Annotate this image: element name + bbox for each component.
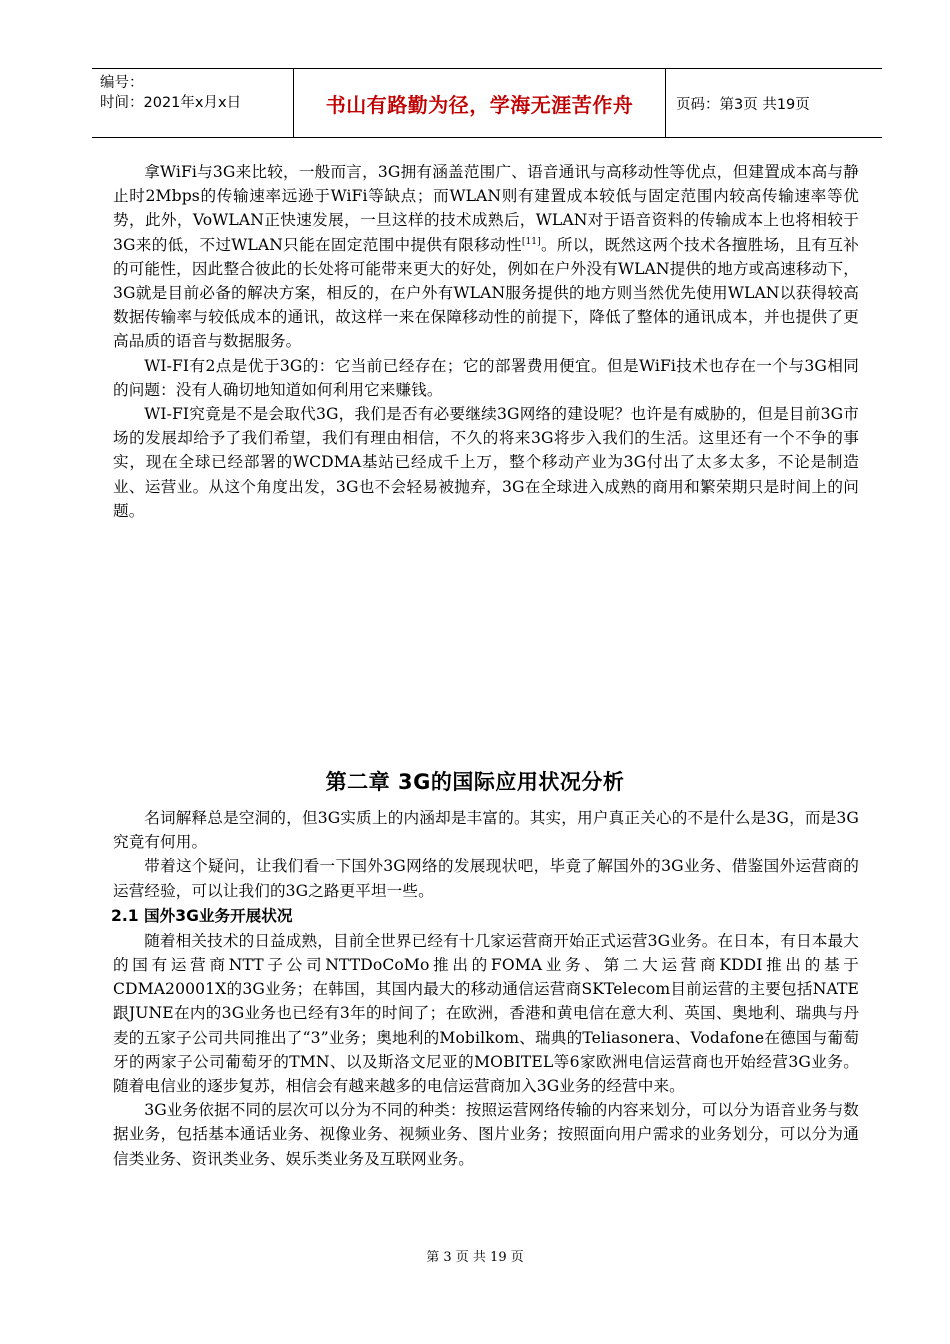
chapter-body <box>113 806 859 1171</box>
document-number-label: 编号： <box>100 75 144 91</box>
paragraph-wifi-vs-3g: 拿WiFi与3G来比较，一般而言，3G拥有涵盖范围广、语音通讯与高移动性等优点，但建置成本高与静止时2Mbps的传输速率远逊于WiFi等缺点；而WLAN则有建置成本较低与固定范围内较高传输速率等优势，此外，VoWLAN正快速发展，一旦这样的技术成熟后，WLAN对于语音资料的传输成本上也将相较于3G来的低，不过WLAN只能在固定范围中提供有限移动性[11]。所以，既然这两个技术各擅胜场，且有互补的可能性，因此整合彼此的长处将可能带来更大的好处，例如在户外没有WLAN提供的地方或高速移动下，3G就是目前必备的解决方案，相反的，在户外有WLAN服务提供的地方则当然优先使用WLAN以获得较高数据传输率与较低成本的通讯，故这样一来在保障移动性的前提下，降低了整体的通讯成本，并也提供了更高品质的语音与数据服务。 <box>113 163 859 351</box>
citation-ref: [11] <box>521 236 541 247</box>
header-info-cell <box>92 69 294 137</box>
paragraph-question: 带着这个疑问，让我们看一下国外3G网络的发展现状吧，毕竟了解国外的3G业务、借鉴国外运营商的运营经验，可以让我们的3G之路更平坦一些。 <box>113 857 859 900</box>
intro-section <box>113 160 859 523</box>
header-motto: 书山有路勤为径，学海无涯苦作舟 <box>294 69 666 137</box>
paragraph-wifi-advantages: WI-FI有2点是优于3G的：它当前已经存在；它的部署费用便宜。但是WiFi技术也存在一个与3G相同的问题：没有人确切地知道如何利用它来赚钱。 <box>113 356 859 399</box>
paragraph-definition: 名词解释总是空洞的，但3G实质上的内涵却是丰富的。其实，用户真正关心的不是什么是3G，而是3G究竟有何用。 <box>113 809 859 852</box>
document-time-label: 时间：2021年x月x日 <box>100 95 242 111</box>
section-title: 2.1 国外3G业务开展状况 <box>111 906 293 925</box>
page-header <box>92 68 882 138</box>
chapter-title: 第二章 3G的国际应用状况分析 <box>325 770 625 794</box>
page-footer: 第 3 页 共 19 页 <box>426 1250 524 1265</box>
paragraph-service-types: 3G业务依据不同的层次可以分为不同的种类：按照运营网络传输的内容来划分，可以分为语音业务与数据业务，包括基本通话业务、视像业务、视频业务、图片业务；按照面向用户需求的业务划分，可以分为通信类业务、资讯类业务、娱乐类业务及互联网业务。 <box>113 1101 859 1168</box>
header-page-code: 页码：第3页 共19页 <box>676 96 810 113</box>
paragraph-global-operators: 随着相关技术的日益成熟，目前全世界已经有十几家运营商开始正式运营3G业务。在日本，有日本最大的国有运营商NTT子公司NTTDoCoMo推出的FOMA业务、第二大运营商KDDI推出的基于CDMA20001X的3G业务；在韩国，其国内最大的移动通信运营商SKTelecom目前运营的主要包括NATE跟JUNE在内的3G业务也已经有3年的时间了；在欧洲，香港和黄电信在意大利、英国、奥地利、瑞典与丹麦的五家子公司共同推出了“3”业务；奥地利的Mobilkom、瑞典的Teliasonera、Vodafone在德国与葡萄牙的两家子公司葡萄牙的TMN、以及斯洛文尼亚的MOBITEL等6家欧洲电信运营商也开始经营3G业务。随着电信业的逐步复苏，相信会有越来越多的电信运营商加入3G业务的经营中来。 <box>113 931 859 1096</box>
paragraph-wifi-replace-3g: WI-FI究竟是不是会取代3G，我们是否有必要继续3G网络的建设呢？也许是有威胁的，但是目前3G市场的发展却给予了我们希望，我们有理由相信，不久的将来3G将步入我们的生活。这里还有一个不争的事实，现在全球已经部署的WCDMA基站已经成千上万，整个移动产业为3G付出了太多太多，不论是制造业、运营业。从这个角度出发，3G也不会轻易被抛弃，3G在全球进入成熟的商用和繁荣期只是时间上的问题。 <box>113 405 859 520</box>
